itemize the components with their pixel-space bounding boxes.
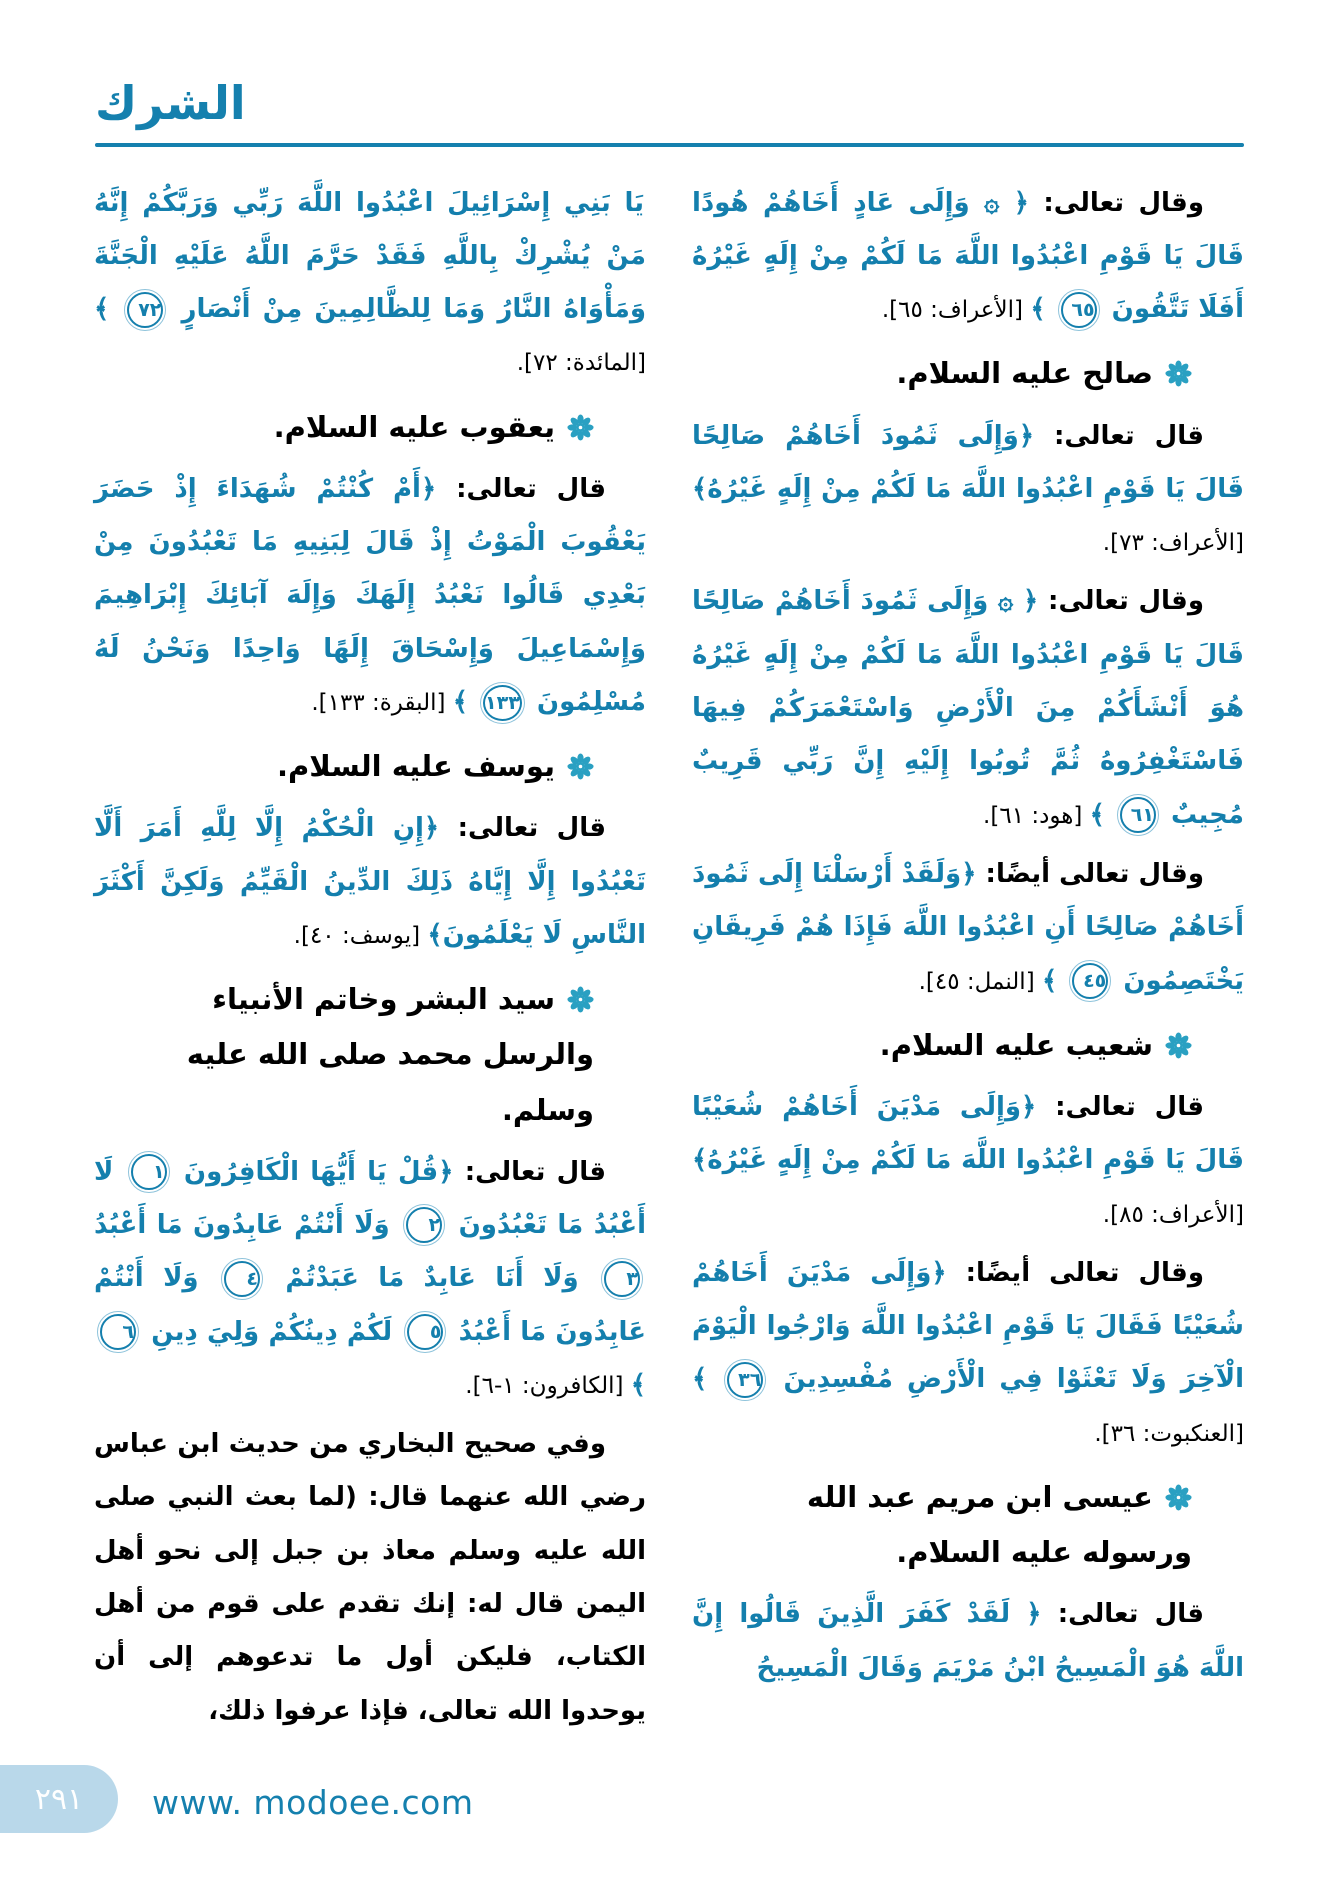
- verse-reference: [الأعراف: ٨٥].: [1102, 1201, 1244, 1228]
- website-url: www. modoee.com: [152, 1783, 474, 1822]
- verse-number-medallion: ٣: [604, 1261, 640, 1297]
- paragraph: [692, 177, 1244, 337]
- body-text: قال تعالى:: [453, 1156, 606, 1187]
- quran-verse-text: ﴾: [692, 1364, 722, 1395]
- quran-verse-text: لَكُمْ دِينُكُمْ وَلِيَ دِينِ: [142, 1316, 402, 1347]
- quran-verse-text: وَلَا أَنْتُمْ عَابِدُونَ مَا أَعْبُدُ: [94, 1263, 646, 1347]
- quran-verse-text: ﴿ ۞ وَإِلَى عَادٍ أَخَاهُمْ هُودًا قَالَ يَا قَوْمِ اعْبُدُوا اللَّهَ مَا لَكُمْ مِنْ إِلَهٍ غَيْرُهُ أَفَلَا تَتَّقُونَ: [692, 187, 1244, 325]
- verse-reference: [البقرة: ١٣٣].: [311, 690, 453, 717]
- quran-verse-text: ﴿أَمْ كُنْتُمْ شُهَدَاءَ إِذْ حَضَرَ يَعْقُوبَ الْمَوْتُ إِذْ قَالَ لِبَنِيهِ مَا تَعْبُدُونَ مِنْ بَعْدِي قَالُوا نَعْبُدُ إِلَهَكَ وَإِلَهَ آبَائِكَ إِبْرَاهِيمَ وَإِسْمَاعِيلَ وَإِسْحَاقَ إِلَهًا وَاحِدًا وَنَحْنُ لَهُ مُسْلِمُونَ: [94, 473, 646, 718]
- paragraph: [692, 1081, 1244, 1241]
- verse-reference: [يوسف: ٤٠].: [293, 923, 428, 950]
- verse-number-medallion: ٤: [224, 1261, 260, 1297]
- verse-number-medallion: ٦: [100, 1314, 136, 1350]
- rosette-icon: [567, 753, 594, 780]
- body-text: وفي صحيح البخاري من حديث ابن عباس رضي الله عنهما قال: (لما بعث النبي صلى الله عليه وسلم معاذ بن جبل إلى نحو أهل اليمن قال له: إنك تقدم على قوم من أهل الكتاب، فليكن أول ما تدعوهم إلى أن يوحدوا الله تعالى، فإذا عرفوا ذلك،: [94, 1429, 646, 1726]
- section-heading-text: يوسف عليه السلام.: [276, 749, 555, 784]
- rosette-icon: [1165, 360, 1192, 387]
- section-heading: [692, 1018, 1244, 1073]
- body-text: قال تعالى:: [436, 473, 606, 504]
- paragraph: [94, 1418, 646, 1738]
- quran-verse-text: ﴾: [452, 687, 478, 718]
- quran-verse-text: يَا بَنِي إِسْرَائِيلَ اعْبُدُوا اللَّهَ رَبِّي وَرَبَّكُمْ إِنَّهُ مَنْ يُشْرِكْ بِاللَّهِ فَقَدْ حَرَّمَ اللَّهُ عَلَيْهِ الْجَنَّةَ وَمَأْوَاهُ النَّارُ وَمَا لِلظَّالِمِينَ مِنْ أَنْصَارٍ: [94, 187, 646, 325]
- verse-number-medallion: ٧٢: [127, 292, 163, 328]
- paragraph: [94, 802, 646, 962]
- paragraph: [692, 410, 1244, 570]
- quran-verse-text: ﴾: [94, 294, 122, 325]
- paragraph: [692, 1247, 1244, 1460]
- verse-reference: [المائدة: ٧٢].: [516, 350, 646, 377]
- verse-number-medallion: ٦١: [1120, 797, 1156, 833]
- quran-verse-text: وَلَا أَنْتُمْ عَابِدُونَ مَا أَعْبُدُ: [94, 1209, 401, 1240]
- section-heading-text: يعقوب عليه السلام.: [273, 409, 555, 444]
- verse-number-medallion: ٦٥: [1061, 292, 1097, 328]
- quran-verse-text: ﴿وَإِلَى مَدْيَنَ أَخَاهُمْ شُعَيْبًا فَقَالَ يَا قَوْمِ اعْبُدُوا اللَّهَ وَارْجُوا الْيَوْمَ الْآخِرَ وَلَا تَعْثَوْا فِي الْأَرْضِ مُفْسِدِينَ: [692, 1257, 1244, 1395]
- column-left: [94, 173, 646, 1744]
- paragraph: [692, 1588, 1244, 1695]
- rosette-icon: [567, 414, 594, 441]
- paragraph: [94, 463, 646, 729]
- page-number: ٢٩١: [34, 1781, 84, 1817]
- quran-verse-text: لَا أَعْبُدُ مَا تَعْبُدُونَ: [94, 1156, 646, 1240]
- quran-verse-text: ﴿وَإِلَى مَدْيَنَ أَخَاهُمْ شُعَيْبًا قَالَ يَا قَوْمِ اعْبُدُوا اللَّهَ مَا لَكُمْ مِنْ إِلَهٍ غَيْرُهُ﴾: [692, 1091, 1244, 1176]
- body-text: وقال تعالى أيضًا:: [946, 1257, 1204, 1288]
- quran-verse-text: ﴿إِنِ الْحُكْمُ إِلَّا لِلَّهِ أَمَرَ أَلَّا تَعْبُدُوا إِلَّا إِيَّاهُ ذَلِكَ الدِّينُ الْقَيِّمُ وَلَكِنَّ أَكْثَرَ النَّاسِ لَا يَعْلَمُونَ﴾: [94, 813, 646, 951]
- section-heading-text: شعيب عليه السلام.: [879, 1027, 1153, 1062]
- body-text: وقال تعالى:: [1028, 187, 1204, 218]
- page-number-badge: [0, 1765, 118, 1833]
- quran-verse-text: ﴿ لَقَدْ كَفَرَ الَّذِينَ قَالُوا إِنَّ اللَّهَ هُوَ الْمَسِيحُ ابْنُ مَرْيَمَ وَقَالَ الْمَسِيحُ: [692, 1599, 1244, 1683]
- quran-verse-text: ﴿وَلَقَدْ أَرْسَلْنَا إِلَى ثَمُودَ أَخَاهُمْ صَالِحًا أَنِ اعْبُدُوا اللَّهَ فَإِذَا هُمْ فَرِيقَانِ يَخْتَصِمُونَ: [692, 858, 1244, 996]
- verse-number-medallion: ٥: [407, 1314, 443, 1350]
- paragraph: [94, 177, 646, 390]
- verse-reference: [العنكبوت: ٣٦].: [1094, 1420, 1244, 1447]
- page-title: الشرك: [95, 76, 246, 130]
- quran-verse-text: ﴿ ۞ وَإِلَى ثَمُودَ أَخَاهُمْ صَالِحًا قَالَ يَا قَوْمِ اعْبُدُوا اللَّهَ مَا لَكُمْ مِنْ إِلَهٍ غَيْرُهُ هُوَ أَنْشَأَكُمْ مِنَ الْأَرْضِ وَاسْتَعْمَرَكُمْ فِيهَا فَاسْتَغْفِرُوهُ ثُمَّ تُوبُوا إِلَيْهِ إِنَّ رَبِّي قَرِيبٌ مُجِيبٌ: [692, 586, 1244, 830]
- body-text: قال تعالى:: [439, 813, 606, 844]
- section-heading: [94, 972, 646, 1137]
- section-heading-text: صالح عليه السلام.: [896, 356, 1153, 391]
- quran-verse-text: ﴿وَإِلَى ثَمُودَ أَخَاهُمْ صَالِحًا قَالَ يَا قَوْمِ اعْبُدُوا اللَّهَ مَا لَكُمْ مِنْ إِلَهٍ غَيْرُهُ﴾: [692, 420, 1244, 504]
- verse-reference: [هود: ٦١].: [983, 802, 1090, 829]
- verse-reference: [الأعراف: ٧٣].: [1102, 530, 1244, 557]
- page-footer: [0, 1755, 1339, 1890]
- paragraph: [692, 848, 1244, 1008]
- verse-number-medallion: ١: [131, 1154, 167, 1190]
- rosette-icon: [567, 986, 594, 1013]
- rosette-icon: [1165, 1484, 1192, 1511]
- section-heading-text: سيد البشر وخاتم الأنبياء والرسل محمد صلى الله عليه وسلم.: [186, 982, 594, 1127]
- paragraph: [94, 1146, 646, 1412]
- quran-verse-text: ﴾: [1089, 799, 1114, 830]
- body-text: وقال تعالى أيضًا:: [976, 858, 1204, 889]
- verse-number-medallion: ٣٦: [727, 1362, 763, 1398]
- quran-verse-text: ﴾: [1041, 965, 1067, 996]
- section-heading: [94, 739, 646, 794]
- section-heading: [692, 346, 1244, 401]
- quran-verse-text: وَلَا أَنَا عَابِدٌ مَا عَبَدْتُمْ: [265, 1263, 598, 1294]
- quran-verse-text: ﴿قُلْ يَا أَيُّهَا الْكَافِرُونَ: [172, 1156, 454, 1187]
- section-heading: [692, 1470, 1244, 1580]
- rosette-icon: [1165, 1032, 1192, 1059]
- verse-number-medallion: ٤٥: [1072, 963, 1108, 999]
- column-right: [692, 173, 1244, 1701]
- section-heading: [94, 400, 646, 455]
- body-text: وقال تعالى:: [1038, 586, 1204, 617]
- verse-reference: [الأعراف: ٦٥].: [881, 297, 1031, 324]
- body-text: قال تعالى:: [1041, 1599, 1204, 1630]
- page-header: [0, 0, 1339, 147]
- section-heading-text: عيسى ابن مريم عبد الله ورسوله عليه السلام.: [806, 1480, 1192, 1570]
- body-text: قال تعالى:: [1036, 1091, 1204, 1122]
- body-text: قال تعالى:: [1034, 420, 1204, 451]
- quran-verse-text: ﴾: [630, 1369, 646, 1400]
- verse-reference: [الكافرون: ١-٦].: [465, 1372, 631, 1399]
- verse-number-medallion: ١٣٣: [483, 685, 522, 721]
- quran-verse-text: ﴾: [1030, 294, 1055, 325]
- verse-reference: [النمل: ٤٥].: [918, 968, 1042, 995]
- verse-number-medallion: ٢: [406, 1207, 442, 1243]
- page-content: [0, 147, 1339, 1744]
- paragraph: [692, 575, 1244, 841]
